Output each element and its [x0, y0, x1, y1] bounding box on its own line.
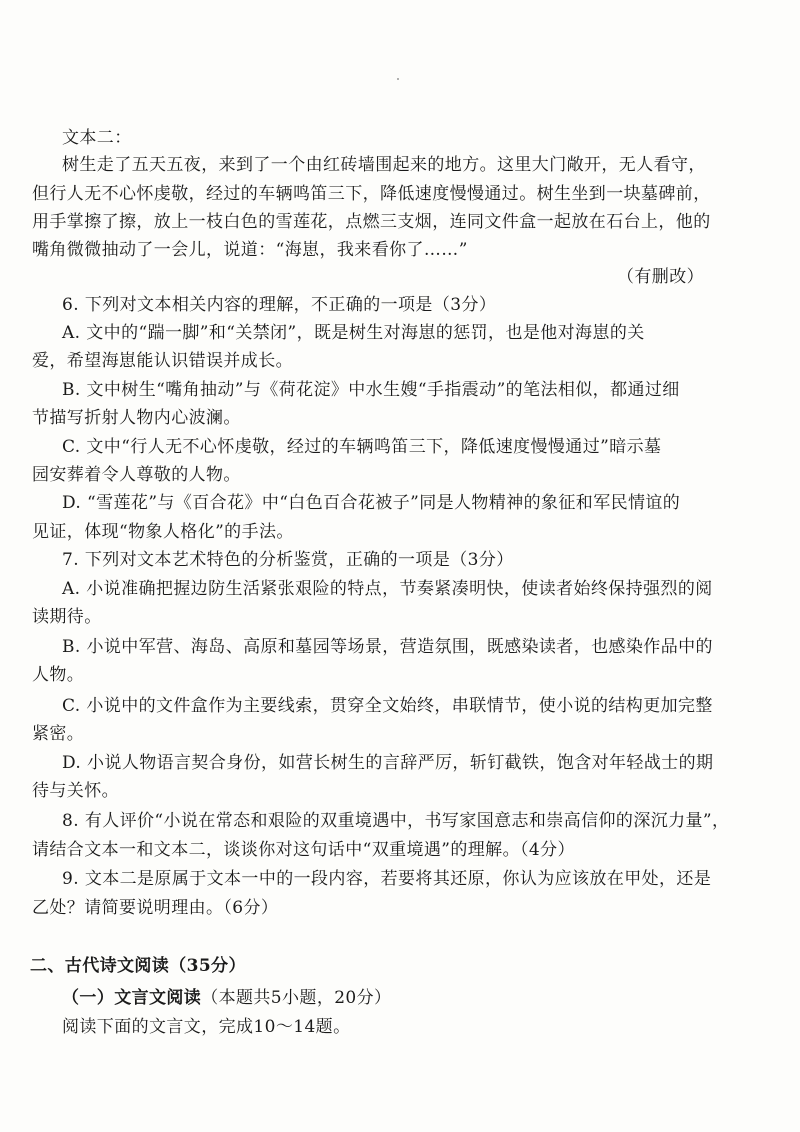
q6-option-a-2: 爱，希望海崽能认识错误并成长。: [32, 351, 293, 371]
subtitle-rest: （本题共5小题，20分）: [201, 988, 392, 1008]
section-2-subtitle: [62, 987, 800, 1009]
section-2-title: 二、古代诗文阅读（35分）: [30, 956, 246, 976]
q8-line-2: 请结合文本一和文本二，谈谈你对这句话中“双重境遇”的理解。（4分）: [32, 840, 575, 860]
q6-option-b-1: B. 文中树生“嘴角抽动”与《荷花淀》中水生嫂“手指震动”的笔法相似，都通过细: [62, 380, 680, 400]
text2-line-3: 用手掌擦了擦，放上一枝白色的雪莲花，点燃三支烟，连同文件盒一起放在石台上，他的: [32, 212, 711, 232]
section-2-instruction: 阅读下面的文言文，完成10～14题。: [62, 1017, 351, 1037]
q7-option-d-1: D. 小说人物语言契合身份，如营长树生的言辞严厉，斩钉截铁，饱含对年轻战士的期: [62, 753, 714, 773]
q7-option-b-1: B. 小说中军营、海岛、高原和墓园等场景，营造氛围，既感染读者，也感染作品中的: [62, 637, 713, 657]
q6-option-c-2: 园安葬着令人尊敬的人物。: [32, 465, 241, 485]
q7-option-b-2: 人物。: [32, 665, 85, 685]
q8-line-1: 8. 有人评价“小说在常态和艰险的双重境遇中，书写家国意志和崇高信仰的深沉力量”，: [62, 811, 730, 831]
scan-speck: [397, 78, 399, 80]
q6-option-a-1: A. 文中的“踹一脚”和“关禁闭”，既是树生对海崽的惩罚，也是他对海崽的关: [62, 323, 645, 343]
q7-option-a-1: A. 小说准确把握边防生活紧张艰险的特点，节奏紧凑明快，使读者始终保持强烈的阅: [62, 579, 713, 599]
q7-option-a-2: 读期待。: [32, 607, 102, 627]
q6-option-d-1: D. “雪莲花”与《百合花》中“白色百合花被子”同是人物精神的象征和军民情谊的: [62, 493, 681, 513]
subtitle-bold: （一）文言文阅读: [62, 988, 202, 1008]
q7-option-d-2: 待与关怀。: [32, 781, 119, 801]
q9-line-2: 乙处？请简要说明理由。（6分）: [32, 898, 279, 918]
q6-option-d-2: 见证，体现“物象人格化”的手法。: [32, 522, 294, 542]
edit-note: （有删改）: [617, 267, 704, 287]
q6-option-c-1: C. 文中“行人无不心怀虔敬，经过的车辆鸣笛三下，降低速度慢慢通过”暗示墓: [62, 437, 662, 457]
q9-line-1: 9. 文本二是原属于文本一中的一段内容，若要将其还原，你认为应该放在甲处，还是: [62, 869, 712, 889]
text2-heading: 文本二：: [62, 128, 132, 148]
text2-line-4: 嘴角微微抽动了一会儿，说道：“海崽，我来看你了……”: [32, 240, 468, 260]
q6-stem: 6. 下列对文本相关内容的理解，不正确的一项是（3分）: [62, 295, 497, 315]
q7-stem: 7. 下列对文本艺术特色的分析鉴赏，正确的一项是（3分）: [62, 550, 514, 570]
q7-option-c-1: C. 小说中的文件盒作为主要线索，贯穿全文始终，串联情节，使小说的结构更加完整: [62, 696, 713, 716]
q6-option-b-2: 节描写折射人物内心波澜。: [32, 408, 241, 428]
text2-line-1: 树生走了五天五夜，来到了一个由红砖墙围起来的地方。这里大门敞开，无人看守，: [62, 155, 706, 175]
q7-option-c-2: 紧密。: [32, 724, 85, 744]
text2-line-2: 但行人无不心怀虔敬，经过的车辆鸣笛三下，降低速度慢慢通过。树生坐到一块墓碑前，: [32, 184, 711, 204]
